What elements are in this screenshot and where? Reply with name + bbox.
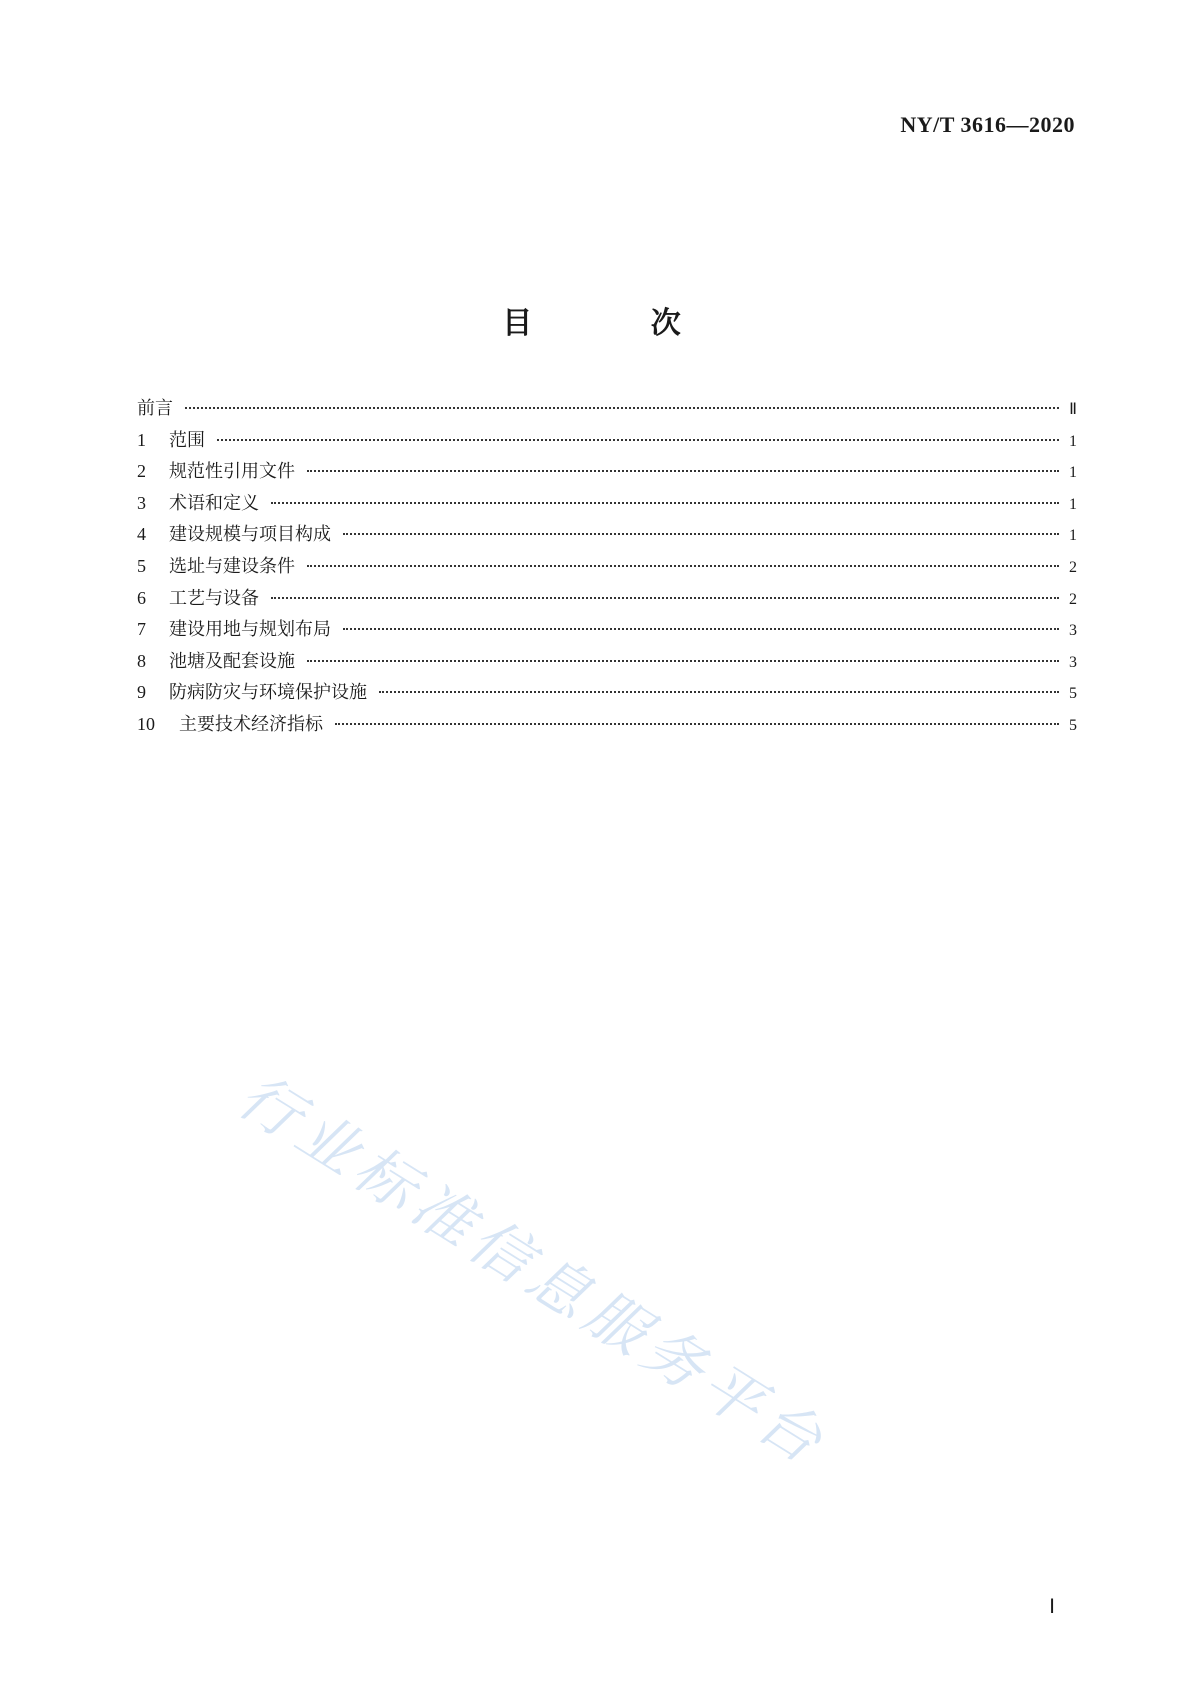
toc-entry-label: 防病防灾与环境保护设施: [169, 682, 367, 704]
toc-entry-label: 建设规模与项目构成: [169, 524, 331, 546]
toc-leader-dots: [271, 502, 1059, 504]
toc-entry-page: 5: [1069, 685, 1077, 703]
toc-leader-dots: [185, 407, 1059, 409]
toc-entry-2[interactable]: [137, 456, 1077, 488]
document-code: NY/T 3616—2020: [900, 112, 1075, 137]
toc-entry-number: 4: [137, 524, 146, 545]
toc-entry-page: 2: [1069, 590, 1077, 608]
toc-entry-page: 1: [1069, 464, 1077, 482]
toc-entry-page: 3: [1069, 622, 1077, 640]
toc-entry-page: 1: [1069, 495, 1077, 513]
toc-entry-foreword[interactable]: [137, 393, 1077, 425]
toc-entry-3[interactable]: [137, 488, 1077, 520]
toc-leader-dots: [307, 565, 1059, 567]
toc-entry-page: 1: [1069, 432, 1077, 450]
page-number: Ⅰ: [1049, 1596, 1055, 1618]
toc-entry-label: 前言: [137, 398, 173, 419]
toc-entry-6[interactable]: [137, 583, 1077, 615]
toc-entry-page: 3: [1069, 653, 1077, 671]
toc-entry-9[interactable]: [137, 677, 1077, 709]
toc-entry-label: 范围: [169, 429, 205, 451]
toc-entry-label: 选址与建设条件: [169, 555, 295, 577]
toc-leader-dots: [343, 628, 1059, 630]
toc-leader-dots: [307, 660, 1059, 662]
toc-entry-5[interactable]: [137, 551, 1077, 583]
toc-entry-7[interactable]: [137, 614, 1077, 646]
toc-leader-dots: [343, 533, 1059, 535]
toc-entry-8[interactable]: [137, 646, 1077, 678]
toc-title: 目 次: [502, 306, 735, 341]
table-of-contents: [137, 393, 1077, 741]
toc-entry-number: 1: [137, 429, 146, 450]
toc-entry-number: 9: [137, 682, 146, 703]
watermark: 行业标准信息服务平台: [226, 1061, 840, 1481]
toc-entry-4[interactable]: [137, 519, 1077, 551]
toc-leader-dots: [217, 439, 1059, 441]
toc-entry-number: 3: [137, 492, 146, 513]
toc-entry-number: 10: [137, 713, 155, 734]
toc-entry-10[interactable]: [137, 709, 1077, 741]
toc-leader-dots: [335, 723, 1059, 725]
toc-entry-number: 8: [137, 650, 146, 671]
toc-entry-label: 主要技术经济指标: [179, 713, 323, 735]
toc-leader-dots: [271, 597, 1059, 599]
toc-entry-page: 5: [1069, 716, 1077, 734]
toc-entry-label: 建设用地与规划布局: [169, 619, 331, 641]
toc-leader-dots: [307, 470, 1059, 472]
toc-entry-number: 6: [137, 587, 146, 608]
toc-leader-dots: [379, 691, 1059, 693]
toc-entry-page: 1: [1069, 527, 1077, 545]
toc-entry-number: 2: [137, 461, 146, 482]
toc-entry-label: 工艺与设备: [169, 587, 259, 609]
toc-entry-page: Ⅱ: [1069, 401, 1077, 418]
toc-entry-label: 池塘及配套设施: [169, 650, 295, 672]
toc-entry-number: 5: [137, 555, 146, 576]
toc-entry-page: 2: [1069, 558, 1077, 576]
toc-entry-number: 7: [137, 619, 146, 640]
toc-entry-label: 规范性引用文件: [169, 461, 295, 483]
toc-entry-label: 术语和定义: [169, 492, 259, 514]
toc-entry-1[interactable]: [137, 425, 1077, 457]
